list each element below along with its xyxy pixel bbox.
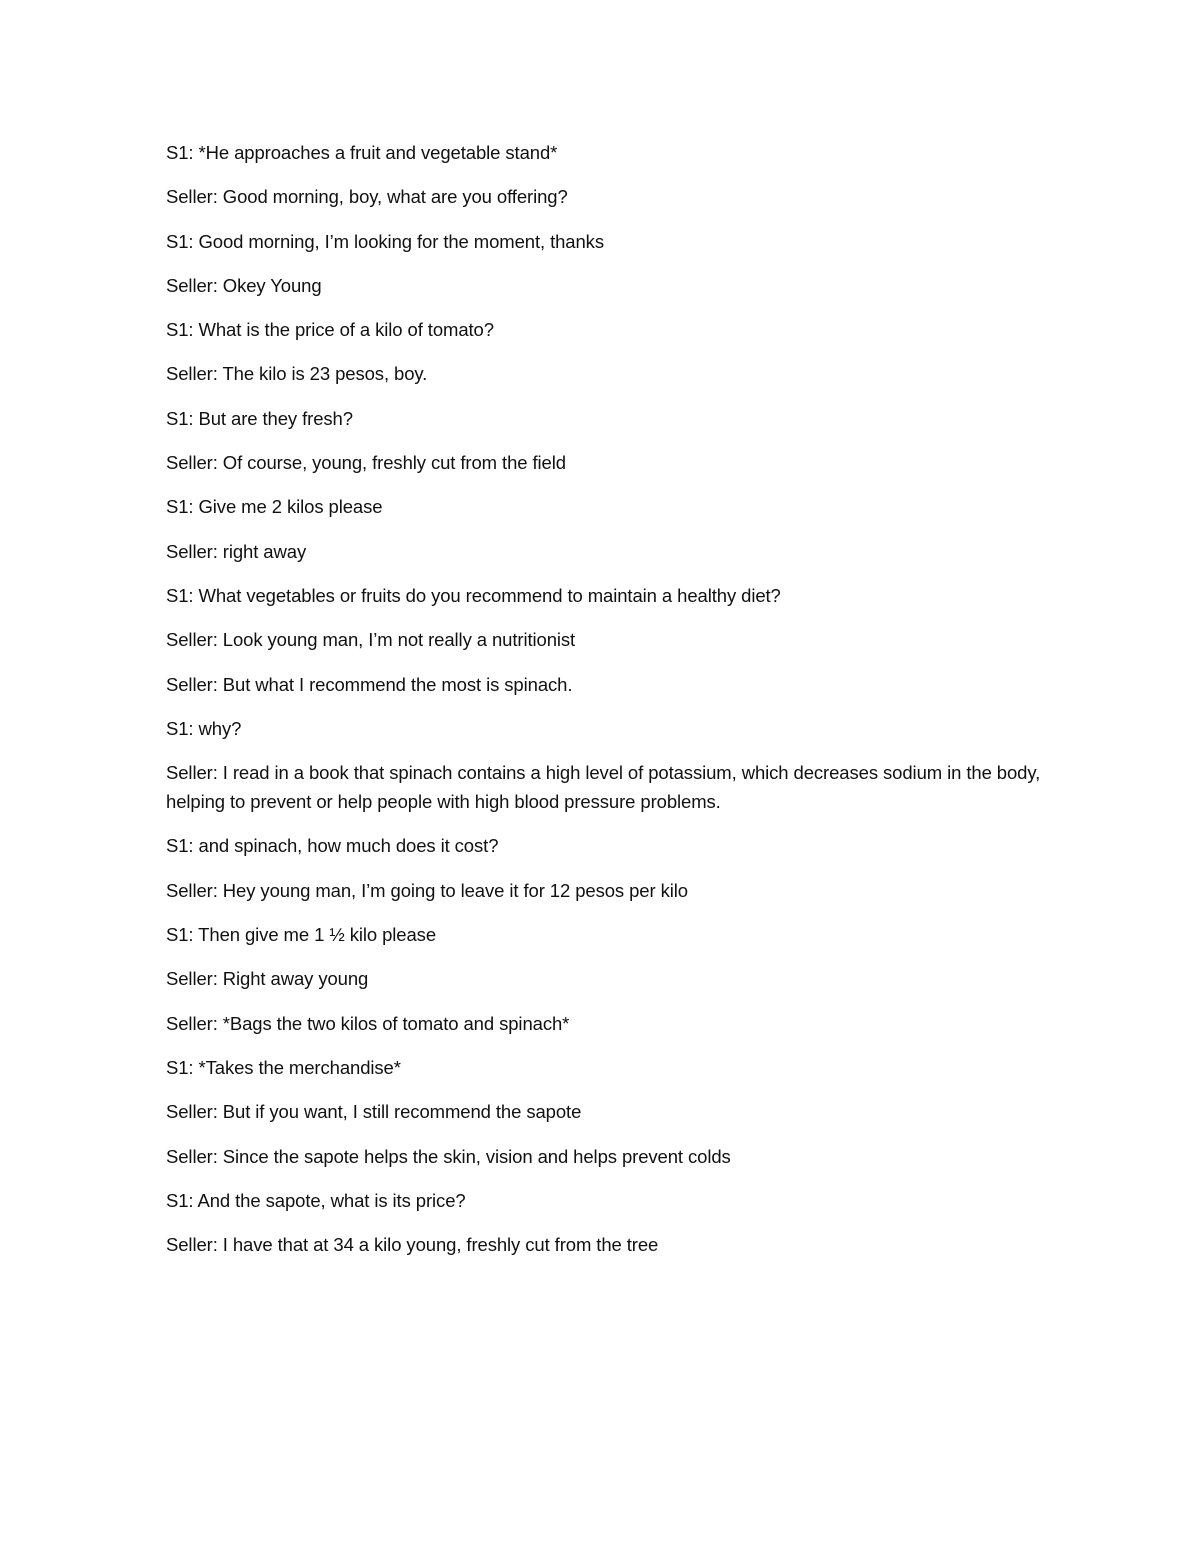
dialogue-line: Seller: Right away young [166, 968, 369, 990]
dialogue-line: S1: What vegetables or fruits do you recommend to maintain a healthy diet? [166, 584, 781, 606]
dialogue-line: S1: And the sapote, what is its price? [166, 1189, 466, 1211]
dialogue-line: S1: *Takes the merchandise* [166, 1056, 401, 1078]
dialogue-line: S1: *He approaches a fruit and vegetable stand* [166, 142, 558, 163]
dialogue-line: Seller: Okey Young [166, 274, 322, 296]
dialogue-line: Seller: Good morning, boy, what are you offering? [166, 186, 568, 208]
dialogue-line: S1: What is the price of a kilo of tomato? [166, 319, 494, 341]
dialogue-line: S1: But are they fresh? [166, 407, 353, 429]
dialogue-line: Seller: Look young man, I’m not really a nutritionist [166, 629, 576, 651]
dialogue-line: Seller: Hey young man, I’m going to leave it for 12 pesos per kilo [166, 879, 688, 901]
dialogue-line: S1: why? [166, 717, 242, 739]
dialogue-line: S1: Give me 2 kilos please [166, 496, 383, 518]
dialogue-line: S1: Then give me 1 ½ kilo please [166, 924, 437, 946]
dialogue-line: S1: Good morning, I’m looking for the moment, thanks [166, 230, 604, 252]
dialogue-line: Seller: But what I recommend the most is spinach. [166, 673, 573, 695]
dialogue-line: Seller: I have that at 34 a kilo young, freshly cut from the tree [166, 1234, 659, 1256]
dialogue-line: Seller: The kilo is 23 pesos, boy. [166, 363, 428, 385]
dialogue-line: Seller: right away [166, 540, 307, 562]
dialogue-line: Seller: *Bags the two kilos of tomato and spinach* [166, 1012, 570, 1034]
dialogue-line: Seller: Of course, young, freshly cut from the field [166, 452, 566, 474]
dialogue-line: Seller: But if you want, I still recommend the sapote [166, 1101, 582, 1123]
dialogue-line: Seller: I read in a book that spinach contains a high level of potassium, which decreases sodium in the body, helping to prevent or help people with high blood pressure problems. [166, 762, 1041, 813]
dialogue-text [166, 138, 1046, 1274]
dialogue-line: Seller: Since the sapote helps the skin, vision and helps prevent colds [166, 1145, 731, 1167]
dialogue-line: S1: and spinach, how much does it cost? [166, 835, 499, 857]
